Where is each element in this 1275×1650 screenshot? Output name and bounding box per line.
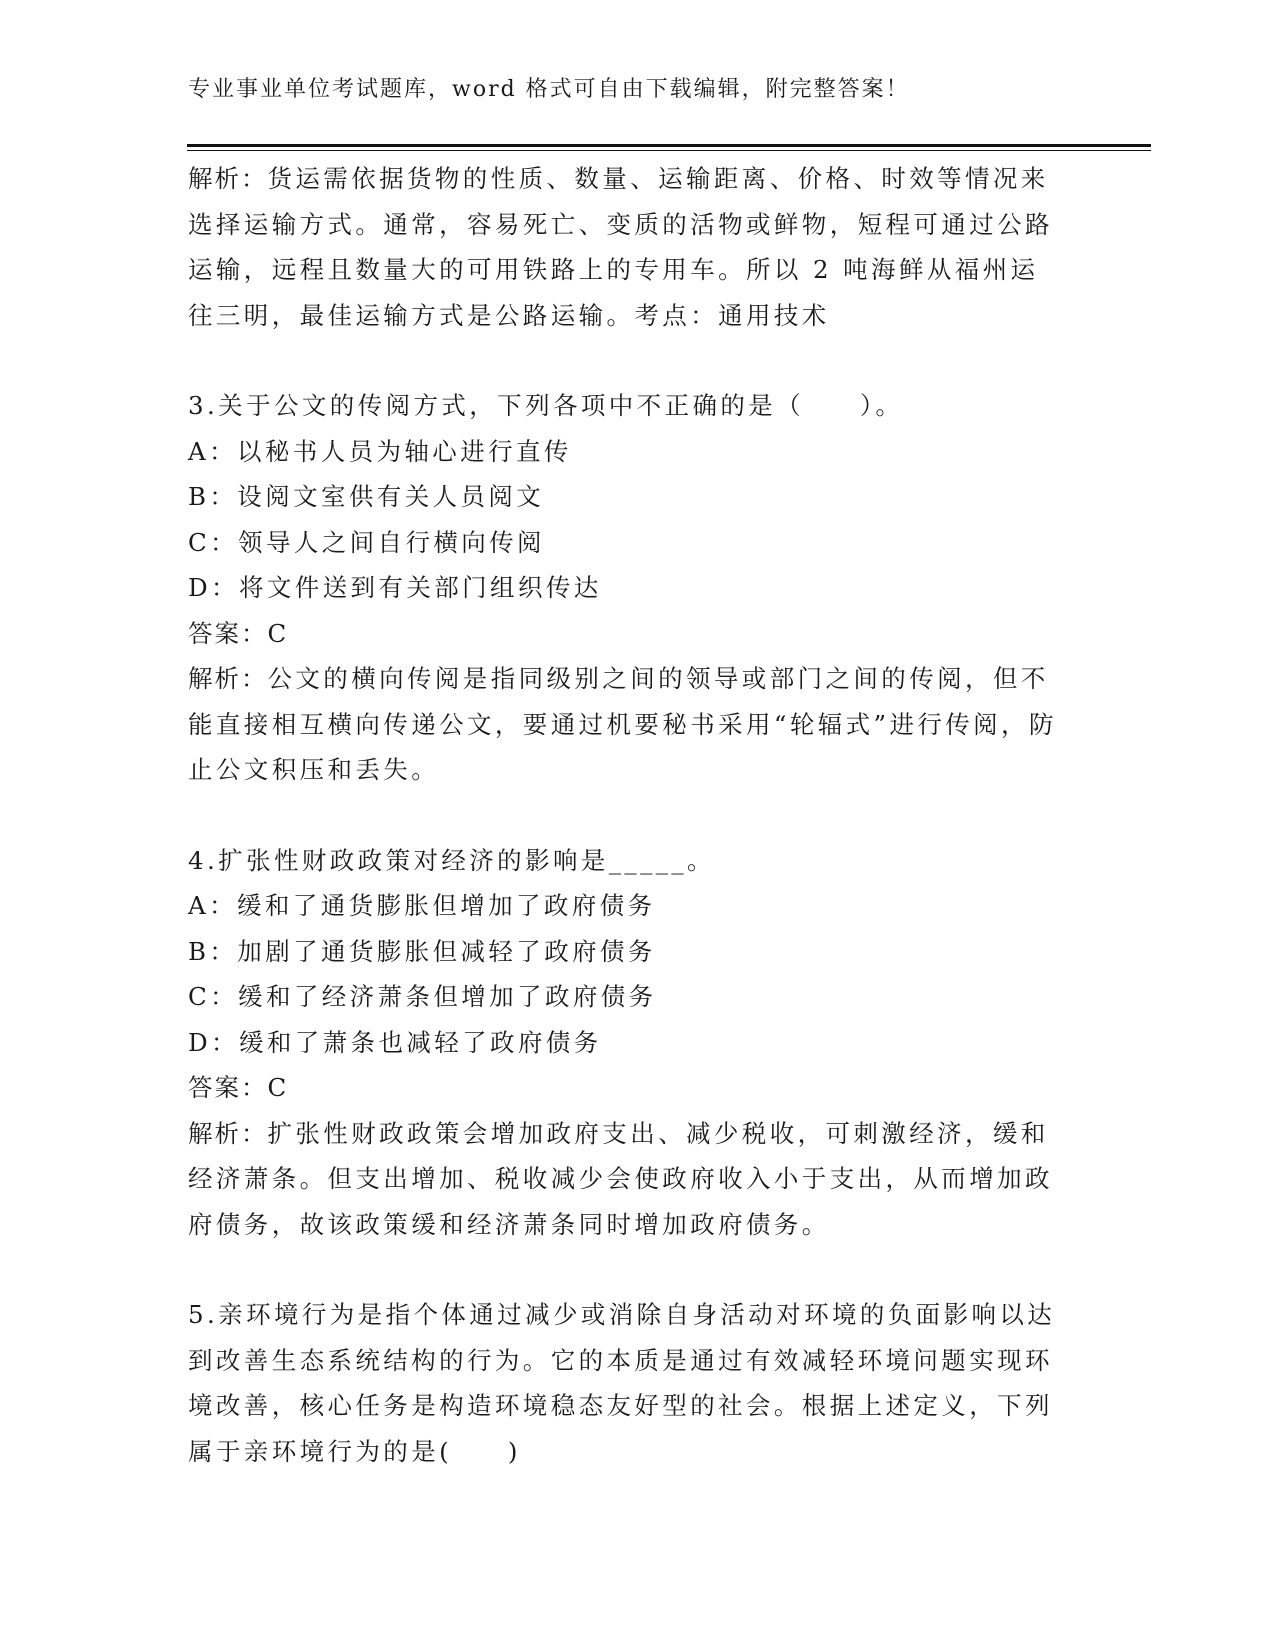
question-5 (188, 1292, 1058, 1474)
question-stem: 4.扩张性财政政策对经济的影响是_____。 (188, 845, 715, 875)
analysis-label: 解析： (188, 1118, 268, 1148)
question-stem: 3.关于公文的传阅方式，下列各项中不正确的是（ ）。 (188, 391, 904, 420)
question-stem: 5.亲环境行为是指个体通过减少或消除自身活动对环境的负面影响以达到改善生态系统结构的行为。它的本质是通过有效减轻环境问题实现环境改善，核心任务是构造环境稳态友好型的社会。根据上述定义，下列属于亲环境行为的是( ) (188, 1300, 1056, 1466)
option-c: C：缓和了经济萧条但增加了政府债务 (188, 982, 657, 1011)
option-d: D：将文件送到有关部门组织传达 (188, 573, 602, 602)
answer-label: 答案： (188, 1073, 268, 1102)
analysis-text: 货运需依据货物的性质、数量、运输距离、价格、时效等情况来选择运输方式。通常，容易死亡、变质的活物或鲜物，短程可通过公路运输，远程且数量大的可用铁路上的专用车。所以 2 吨海鲜从福州运往三明，最佳运输方式是公路运输。考点：通用技术 (188, 164, 1053, 330)
answer-value: C (267, 618, 287, 648)
option-b: B：加剧了通货膨胀但减轻了政府债务 (188, 936, 656, 966)
header-divider-thin (187, 150, 1151, 151)
analysis-label: 解析： (188, 164, 268, 193)
analysis-label: 解析： (188, 664, 268, 693)
analysis-paragraph (188, 1111, 1058, 1248)
option-a: A：缓和了通货膨胀但增加了政府债务 (188, 891, 656, 920)
option-a: A：以秘书人员为轴心进行直传 (188, 436, 572, 466)
answer-label: 答案： (188, 618, 268, 648)
option-b: B：设阅文室供有关人员阅文 (188, 482, 545, 511)
question-3 (188, 383, 1058, 793)
answer-line (188, 611, 1058, 657)
analysis-paragraph (188, 156, 1058, 338)
page-header: 专业事业单位考试题库，word 格式可自由下载编辑，附完整答案！ (188, 77, 910, 102)
header-divider (187, 144, 1151, 147)
analysis-text: 公文的横向传阅是指同级别之间的领导或部门之间的传阅，但不能直接相互横向传递公文，要通过机要秘书采用“轮辐式”进行传阅，防止公文积压和丢失。 (188, 664, 1057, 784)
question-4 (188, 838, 1058, 1248)
analysis-text: 扩张性财政政策会增加政府支出、减少税收，可刺激经济，缓和经济萧条。但支出增加、税收减少会使政府收入小于支出，从而增加政府债务，故该政策缓和经济萧条同时增加政府债务。 (188, 1118, 1053, 1239)
document-body (188, 156, 1058, 1474)
option-d: D：缓和了萧条也减轻了政府债务 (188, 1027, 602, 1057)
answer-value: C (267, 1073, 287, 1102)
analysis-paragraph (188, 656, 1058, 793)
option-c: C：领导人之间自行横向传阅 (188, 527, 545, 557)
answer-line (188, 1065, 1058, 1111)
